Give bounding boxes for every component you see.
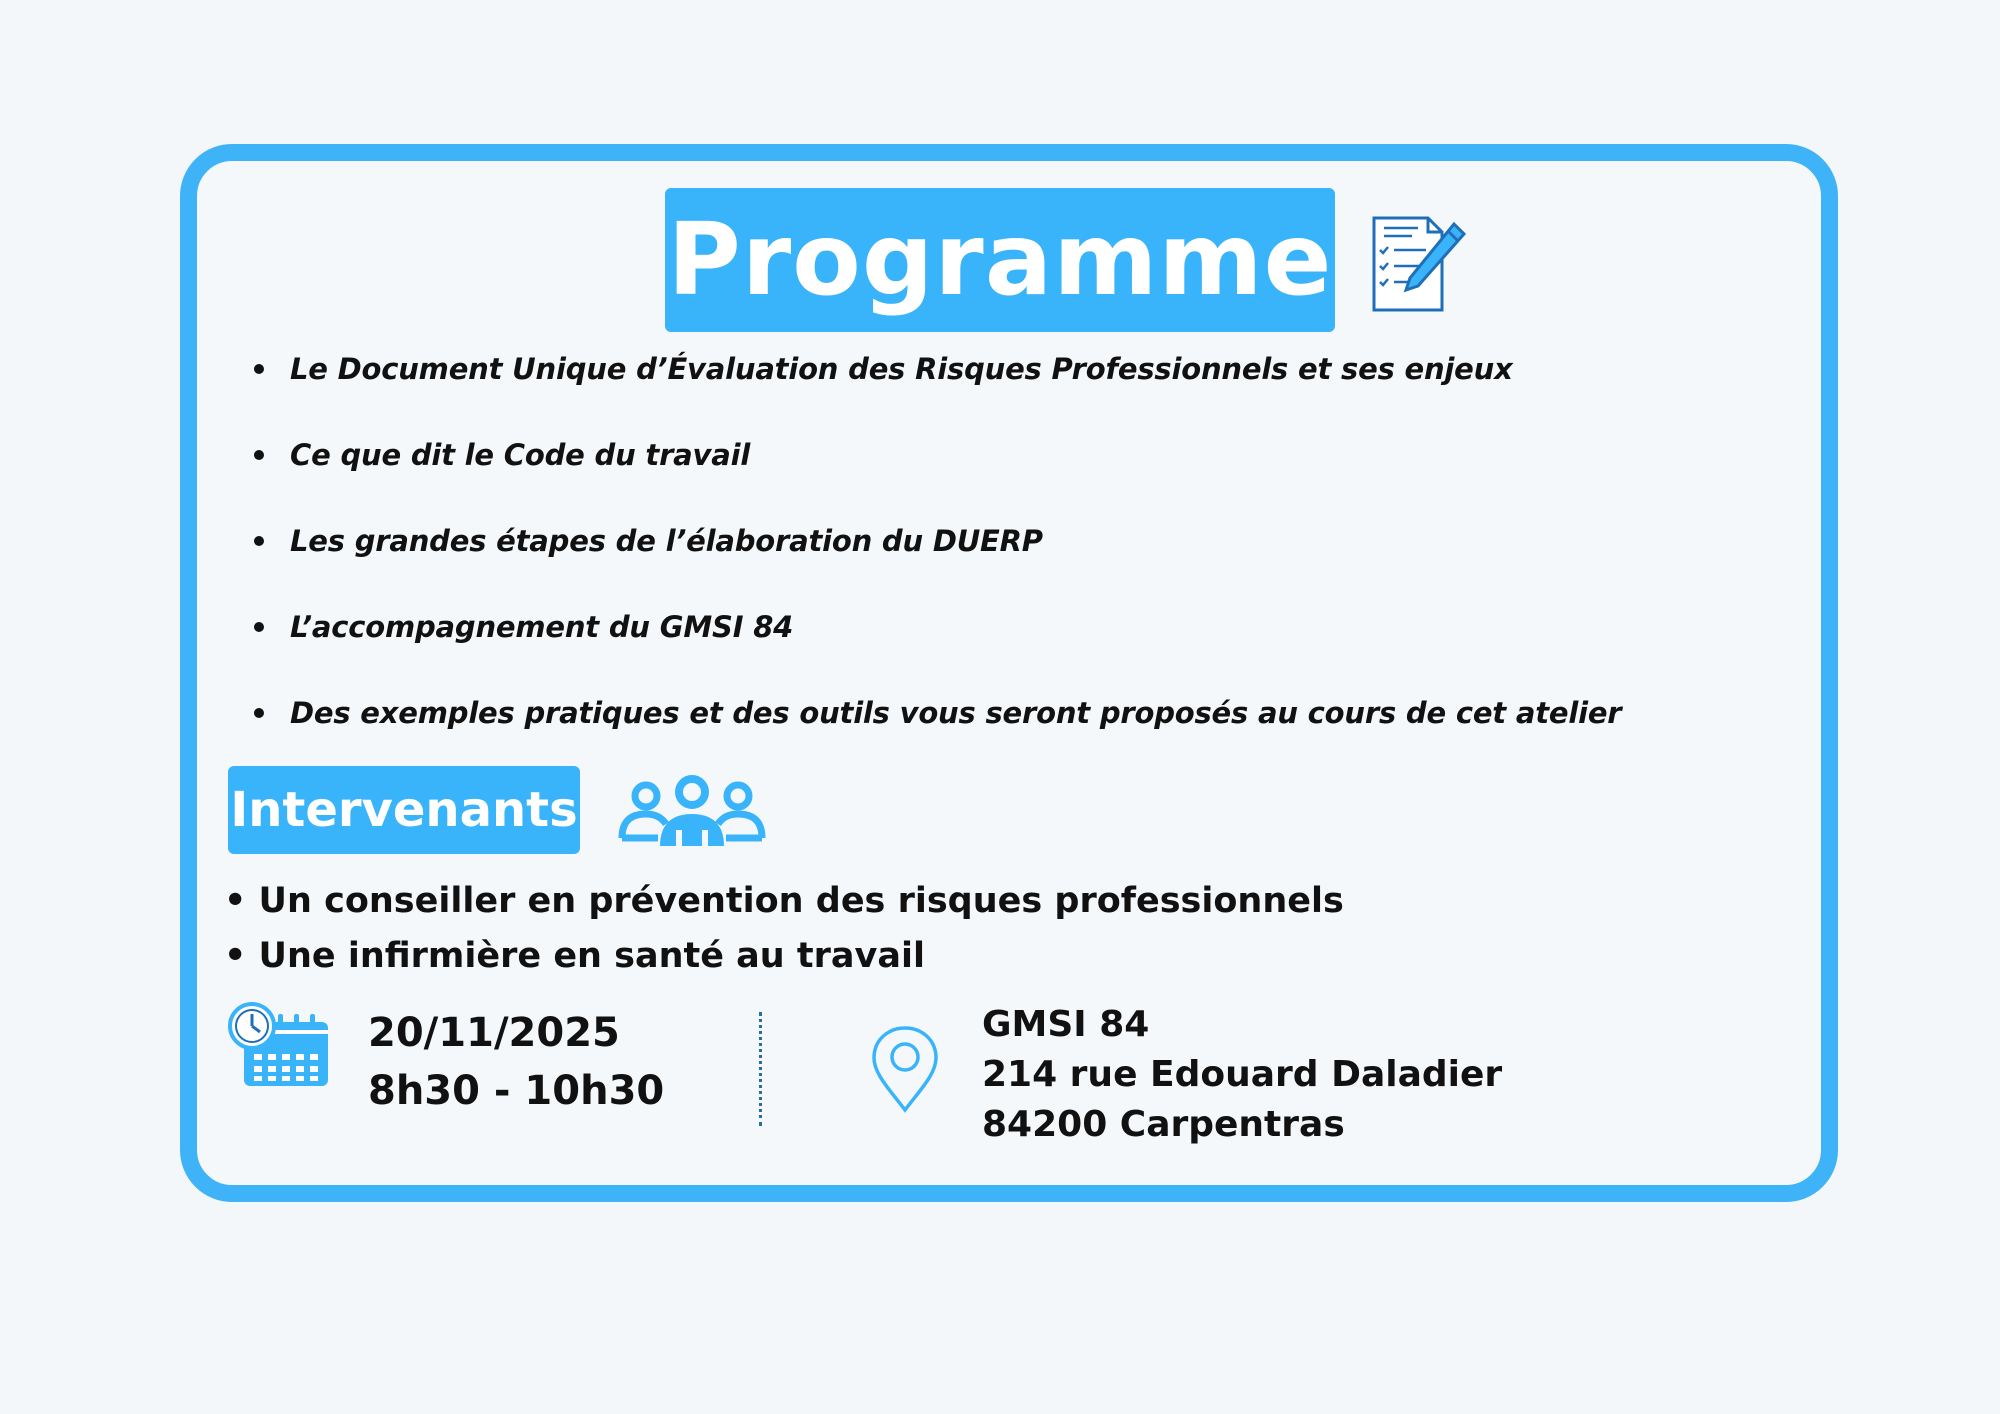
- programme-title: Programme: [667, 201, 1333, 318]
- bullet: [254, 536, 264, 546]
- programme-item-text: Le Document Unique d’Évaluation des Risques Professionnels et ses enjeux: [290, 352, 1513, 386]
- bullet: [254, 708, 264, 718]
- location-name: GMSI 84: [982, 1004, 1150, 1045]
- list-item: [254, 690, 1621, 776]
- list-item: [254, 604, 1621, 690]
- event-datetime: [368, 1004, 664, 1120]
- programme-title-box: [665, 188, 1335, 332]
- programme-list: [254, 346, 1621, 776]
- intervenants-list: [224, 874, 1344, 984]
- location-address: [982, 1000, 1502, 1150]
- bullet: [254, 622, 264, 632]
- programme-item-text: Des exemples pratiques et des outils vous seront proposés au cours de cet atelier: [290, 696, 1622, 730]
- event-time: 8h30 - 10h30: [368, 1068, 665, 1114]
- location-city: 84200 Carpentras: [982, 1104, 1345, 1145]
- document-edit-icon: [1366, 214, 1470, 314]
- list-item: [254, 432, 1621, 518]
- divider: [759, 1012, 762, 1126]
- map-pin-icon: [870, 1024, 940, 1114]
- programme-item-text: Ce que dit le Code du travail: [290, 438, 751, 472]
- people-icon: [618, 772, 766, 850]
- list-item: [254, 346, 1621, 432]
- bullet: [254, 450, 264, 460]
- programme-item-text: L’accompagnement du GMSI 84: [290, 610, 794, 644]
- calendar-clock-icon: [228, 1002, 330, 1088]
- list-item: • Une infirmière en santé au travail: [224, 936, 925, 976]
- intervenants-title-box: [228, 766, 580, 854]
- location-street: 214 rue Edouard Daladier: [982, 1054, 1503, 1095]
- intervenants-title: Intervenants: [230, 782, 578, 838]
- programme-item-text: Les grandes étapes de l’élaboration du DUERP: [290, 524, 1043, 558]
- list-item: [254, 518, 1621, 604]
- bullet: [254, 364, 264, 374]
- event-date: 20/11/2025: [368, 1010, 620, 1056]
- list-item: • Un conseiller en prévention des risques professionnels: [224, 881, 1344, 921]
